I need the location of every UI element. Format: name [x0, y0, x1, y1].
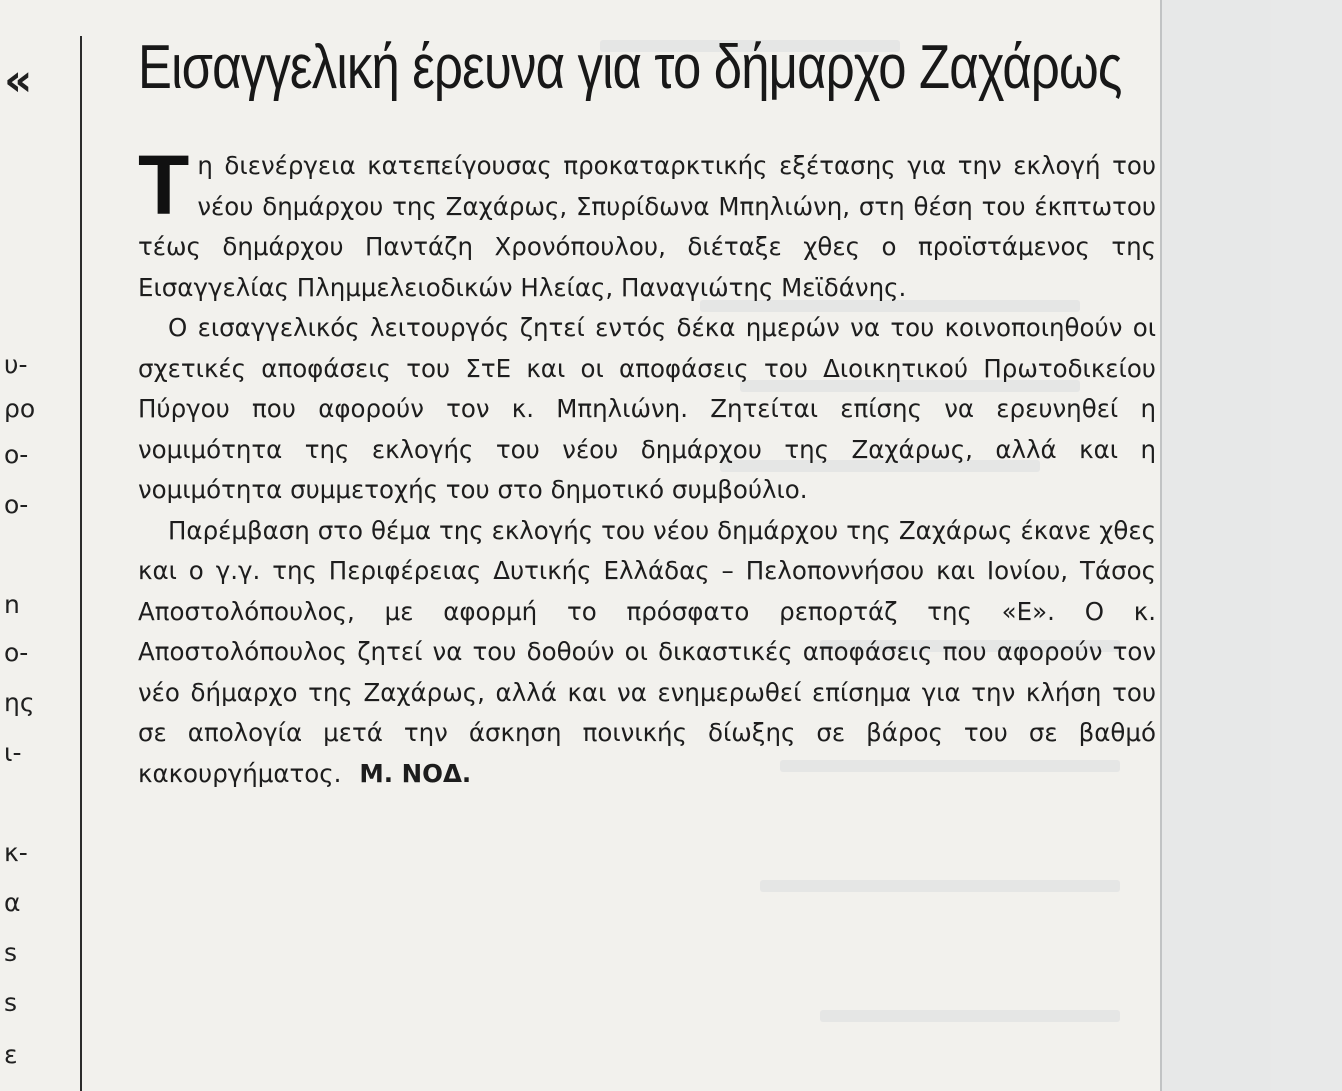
left-fragment: κ-: [4, 838, 28, 867]
adjacent-column-rule: [1160, 0, 1162, 1091]
paragraph-3: [138, 511, 1156, 795]
left-fragment: ο-: [4, 440, 29, 469]
paragraph-2: Ο εισαγγελικός λειτουργός ζητεί εντός δέκα ημερών να του κοινοποιηθούν οι σχετικές αποφάσεις του ΣτΕ και οι αποφάσεις του Διοικητικού Πρωτοδικείου Πύργου που αφορούν τον κ. Μπηλιώνη. Ζητείται επίσης να ερευνηθεί η νομιμότητα της εκλογής του νέου δημάρχου της Ζαχάρως, αλλά και η νομιμότητα συμμετοχής του στο δημοτικό συμβούλιο.: [138, 313, 1156, 504]
drop-cap: Τ: [138, 138, 190, 232]
left-fragment: ο-: [4, 638, 29, 667]
left-fragment: ρο: [4, 394, 36, 423]
paragraph-1: [138, 138, 1156, 308]
adjacent-column-edge: [1160, 0, 1342, 1091]
paragraph-3-text: Παρέμβαση στο θέμα της εκλογής του νέου δημάρχου της Ζαχάρως έκανε χθες και ο γ.γ. της Περιφέρειας Δυτικής Ελλάδας – Πελοποννήσου και Ιονίου, Τάσος Αποστολόπουλος, με αφορμή το πρόσφατο ρεπορτάζ της «Ε». Ο κ. Αποστολόπουλος ζητεί να του δοθούν οι δικαστικές αποφάσεις που αφορούν τον νέο δήμαρχο της Ζαχάρως, αλλά και να ενημερωθεί επίσημα για την κλήση του σε απολογία μετά την άσκηση ποινικής δίωξης σε βάρος του σε βαθμό κακουργήματος.: [138, 515, 1156, 788]
paragraph-1-text: η διενέργεια κατεπείγουσας προκαταρκτικής εξέτασης για την εκλογή του νέου δημάρχου της Ζαχάρως, Σπυρίδωνα Μπηλιώνη, στη θέση του έκπτωτου τέως δημάρχου Παντάζη Χρονόπουλου, διέταξε χθες ο προϊστάμενος της Εισαγγελίας Πλημμελειοδικών Ηλείας, Παναγιώτης Μεϊδάνης.: [138, 151, 1156, 302]
left-fragment: n: [4, 590, 20, 619]
left-fragment: «: [4, 55, 33, 106]
adjacent-column-fragments: [0, 0, 60, 1091]
left-fragment: υ-: [4, 350, 28, 379]
left-fragment: s: [4, 988, 18, 1017]
left-fragment: ης: [4, 688, 35, 717]
left-fragment: α: [4, 888, 21, 917]
headline: Εισαγγελική έρευνα για το δήμαρχο Ζαχάρως: [138, 33, 1122, 102]
byline: Μ. ΝΟΔ.: [359, 758, 472, 788]
left-fragment: ι-: [4, 738, 22, 767]
left-fragment: s: [4, 938, 18, 967]
article-body: [120, 138, 1156, 794]
article: [120, 28, 1156, 794]
left-fragment: ο-: [4, 490, 29, 519]
column-divider: [80, 36, 82, 1091]
left-fragment: ε: [4, 1040, 18, 1069]
